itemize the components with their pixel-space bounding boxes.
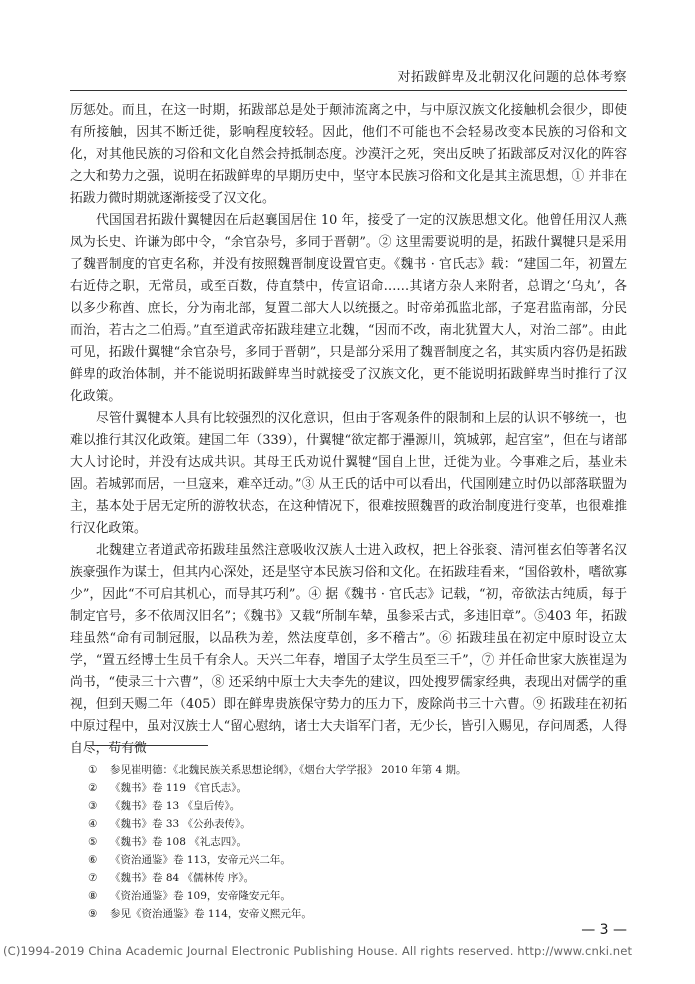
footnote-text: 参见崔明德：《北魏民族关系思想论纲》，《烟台大学学报》 2010 年第 4 期。 bbox=[110, 764, 467, 776]
footnote-mark: ② bbox=[88, 782, 98, 794]
paragraph-3: 尽管什翼犍本人具有比较强烈的汉化意识，但由于客观条件的限制和上层的认识不够统一，也难以推行其汉化政策。建国二年（339），什翼犍“欲定都于灅源川，筑城郭，起宫室”，但在与诸部大人讨论时，并没有达成共识。其母王氏劝说什翼犍“国自上世，迁徙为业。今事难之后，基业未固。若城郭而居，一旦寇来，难卒迁动。”③ 从王氏的话中可以看出，代国刚建立时仍以部落联盟为主，基本处于居无定所的游牧状态，在这种情况下，很难按照魏晋的政治制度进行变革，也很难推行汉化政策。 bbox=[70, 411, 627, 536]
page-number: — 3 — bbox=[581, 922, 627, 938]
copyright-footer: (C)1994-2019 China Academic Journal Electronic Publishing House. All rights reserved. http://www.cnki.net bbox=[3, 944, 633, 958]
footnote-8 bbox=[88, 887, 628, 905]
paragraph-4: 北魏建立者道武帝拓跋珪虽然注意吸收汉族人士进入政权，把上谷张衮、清河崔玄伯等著名汉族豪强作为谋士，但其内心深处，还是坚守本民族习俗和文化。在拓跋珪看来，“国俗敦朴，嗜欲寡少”，因此“不可启其机心，而导其巧利”。④ 据《魏书 · 官氏志》记载，“初，帝欲法古纯质，每于制定官号，多不依周汉旧名”；《魏书》又载“所制车辇，虽参采古式，多违旧章”。⑤403 年，拓跋珪虽然“命有司制冠服，以品秩为差，然法度草创，多不稽古”。⑥ 拓跋珪虽在初定中原时设立太学，“置五经博士生员千有余人。天兴二年春，增国子太学生员至三千”，⑦ 并任命世家大族崔逞为尚书，“使录三十六曹”，⑧ 还采纳中原士大夫李先的建议，四处搜罗儒家经典，表现出对儒学的重视，但到天赐二年（405）即在鲜卑贵族保守势力的压力下，废除尚书三十六曹。⑨ 拓跋珪在初拓中原过程中，虽对汉族士人“留心慰纳，诸士大夫诣军门者，无少长，皆引入赐见，存问周悉，人得自尽，苟有微 bbox=[70, 543, 627, 756]
footnote-2 bbox=[88, 779, 628, 797]
footnote-text: 《资治通鉴》卷 113，安帝元兴二年。 bbox=[110, 854, 291, 866]
footnote-5 bbox=[88, 833, 628, 851]
footnote-text: 参见《资治通鉴》卷 114，安帝义熙元年。 bbox=[110, 908, 312, 920]
footnote-7 bbox=[88, 869, 628, 887]
footnote-9 bbox=[88, 905, 628, 923]
footnote-mark: ③ bbox=[88, 800, 98, 812]
footnote-text: 《魏书》卷 108 《礼志四》。 bbox=[110, 836, 247, 848]
footnote-3 bbox=[88, 797, 628, 815]
footnote-text: 《魏书》卷 84 《儒林传 序》。 bbox=[110, 872, 255, 884]
body-text bbox=[70, 100, 627, 760]
footnote-6 bbox=[88, 851, 628, 869]
footnote-text: 《魏书》卷 13 《皇后传》。 bbox=[110, 800, 241, 812]
footnote-mark: ⑦ bbox=[88, 872, 98, 884]
footnote-mark: ④ bbox=[88, 818, 98, 830]
footnote-mark: ⑨ bbox=[88, 908, 98, 920]
footnote-mark: ⑧ bbox=[88, 890, 98, 902]
footnote-mark: ⑥ bbox=[88, 854, 98, 866]
running-header: 对拓跋鲜卑及北朝汉化问题的总体考察 bbox=[397, 70, 627, 85]
footnotes bbox=[88, 761, 628, 923]
footnote-rule bbox=[86, 745, 208, 746]
footnote-mark: ① bbox=[88, 764, 98, 776]
footnote-text: 《资治通鉴》卷 109，安帝隆安元年。 bbox=[110, 890, 291, 902]
header-rule bbox=[70, 90, 627, 91]
paragraph-1: 厉惩处。而且，在这一时期，拓跋部总是处于颠沛流离之中，与中原汉族文化接触机会很少，即使有所接触，因其不断迁徙，影响程度较轻。因此，他们不可能也不会轻易改变本民族的习俗和文化，对其他民族的习俗和文化自然会持抵制态度。沙漠汗之死，突出反映了拓跋部反对汉化的阵容之大和势力之强，说明在拓跋鲜卑的早期历史中，坚守本民族习俗和文化是其主流思想，① 并非在拓跋力微时期就逐渐接受了汉文化。 bbox=[70, 103, 627, 206]
footnote-text: 《魏书》卷 119 《官氏志》。 bbox=[110, 782, 247, 794]
footnote-text: 《魏书》卷 33 《公孙表传》。 bbox=[110, 818, 251, 830]
footnote-mark: ⑤ bbox=[88, 836, 98, 848]
footnote-4 bbox=[88, 815, 628, 833]
paragraph-2: 代国国君拓跋什翼犍因在后赵襄国居住 10 年，接受了一定的汉族思想文化。他曾任用汉人燕凤为长史、许谦为郎中令，“余官杂号，多同于晋朝”。② 这里需要说明的是，拓跋什翼犍只是采用了魏晋制度的官吏名称，并没有按照魏晋制度设置官吏。《魏书 · 官氏志》载：“建国二年，初置左右近侍之职，无常员，或至百数，侍直禁中，传宣诏命……其诸方杂人来附者，总谓之‘乌丸’，各以多少称酋、庶长，分为南北部，复置二部大人以统摄之。时帝弟孤监北部，子寔君监南部，分民而治，若古之二伯焉。”直至道武帝拓跋珪建立北魏，“因而不改，南北犹置大人，对治二部”。由此可见，拓跋什翼犍“余官杂号，多同于晋朝”，只是部分采用了魏晋制度之名，其实质内容仍是拓跋鲜卑的政治体制，并不能说明拓跋鲜卑当时就接受了汉族文化，更不能说明拓跋鲜卑当时推行了汉化政策。 bbox=[70, 213, 627, 404]
footnote-1 bbox=[88, 761, 628, 779]
